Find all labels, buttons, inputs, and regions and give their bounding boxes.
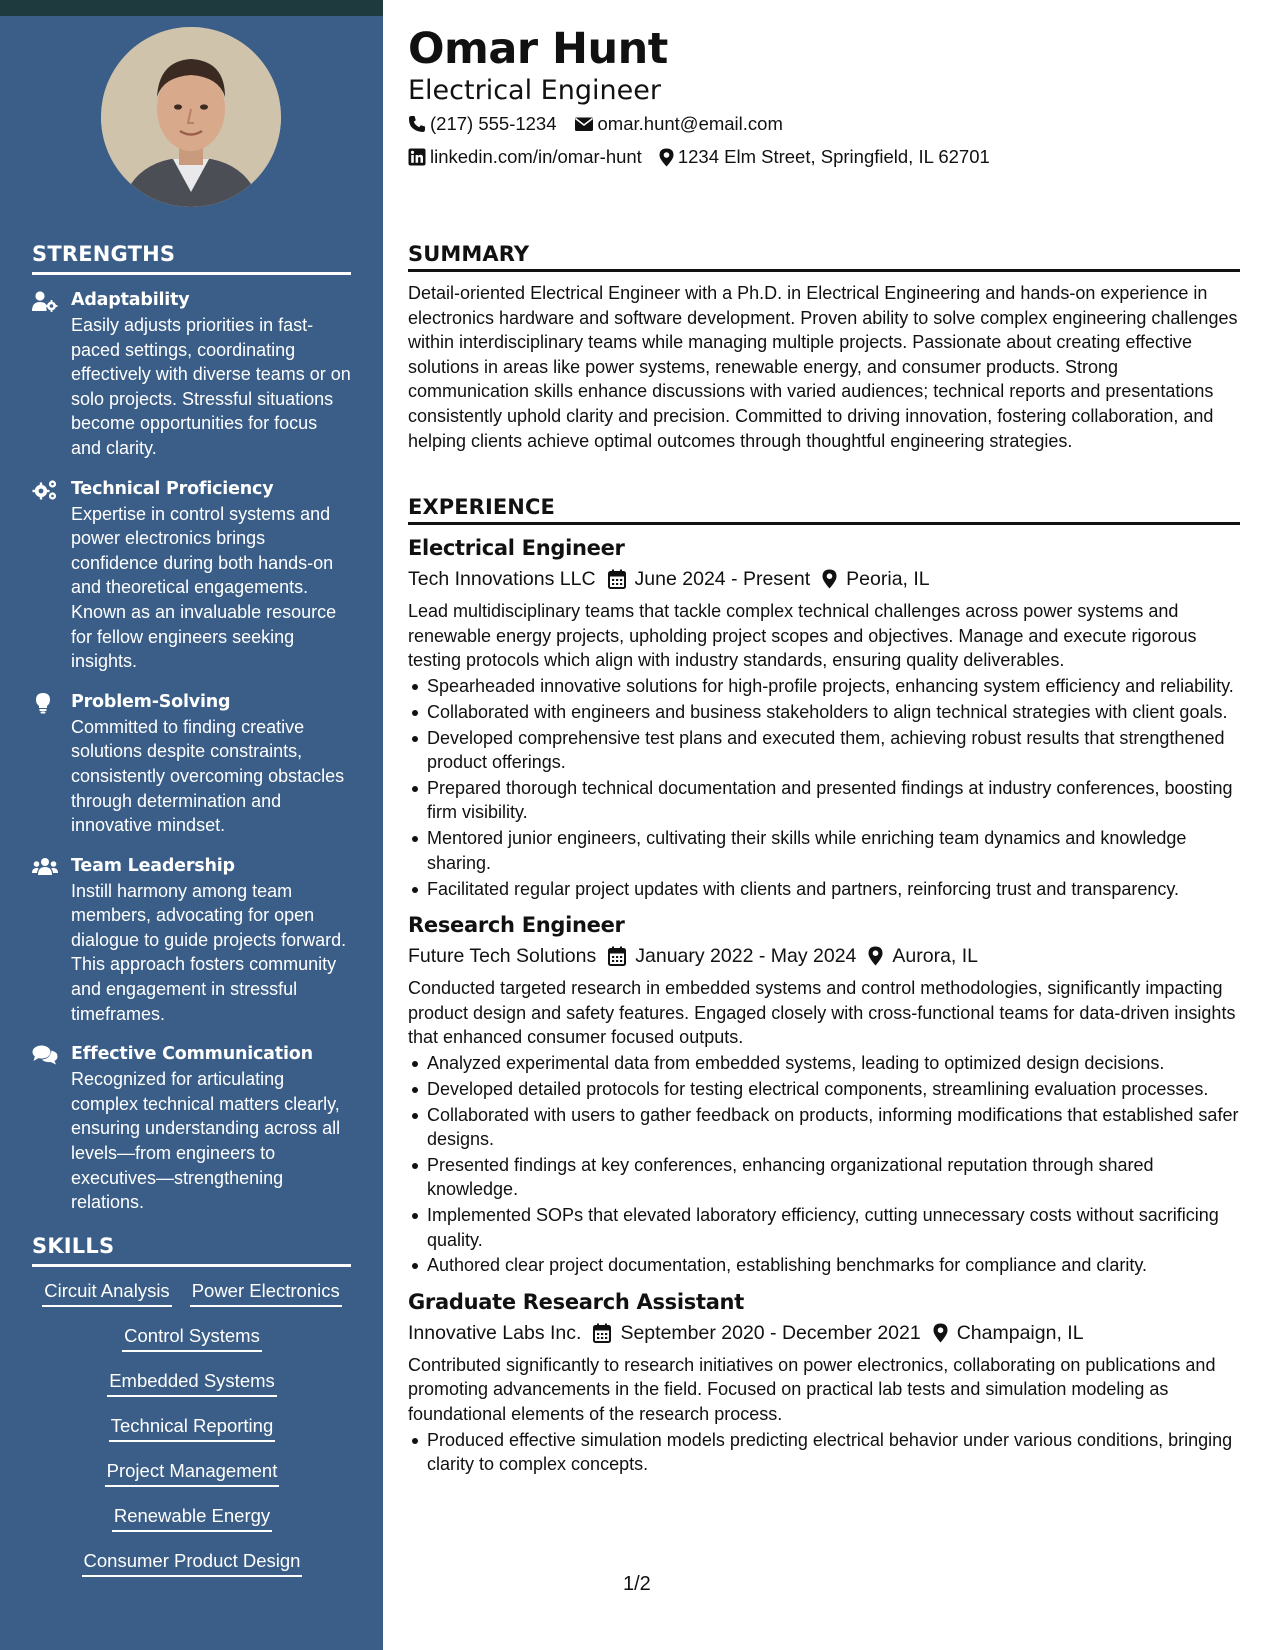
job-location: Aurora, IL <box>892 944 979 967</box>
job-bullet: Facilitated regular project updates with clients and partners, reinforcing trust and transparency. <box>408 877 1240 901</box>
strengths-title: STRENGTHS <box>32 242 351 275</box>
sidebar-top-bar <box>0 0 383 16</box>
skill-tag: Consumer Product Design <box>82 1549 303 1577</box>
contact-linkedin[interactable] <box>408 145 642 169</box>
job-bullet: Implemented SOPs that elevated laboratory efficiency, cutting unnecessary costs without sacrificing quality. <box>408 1203 1240 1252</box>
job-dates: September 2020 - December 2021 <box>620 1321 921 1344</box>
strength-item <box>32 477 352 674</box>
job-bullet: Developed comprehensive test plans and executed them, achieving robust results that strengthened product offerings. <box>408 726 1240 775</box>
summary-title: SUMMARY <box>408 242 1240 272</box>
strength-desc: Instill harmony among team members, advocating for open dialogue to guide projects forward. This approach fosters community and engagement in stressful timeframes. <box>71 880 347 1024</box>
job-company: Innovative Labs Inc. <box>408 1321 582 1344</box>
comments-icon <box>32 1042 71 1215</box>
sidebar <box>0 0 383 1650</box>
job-meta <box>408 942 1240 970</box>
strength-name: Problem-Solving <box>71 691 231 712</box>
skill-tag: Project Management <box>105 1459 280 1487</box>
linkedin-icon <box>408 148 426 166</box>
skill-tag: Control Systems <box>122 1324 262 1352</box>
contact-address <box>659 145 990 169</box>
job-bullet: Developed detailed protocols for testing electrical components, streamlining evaluation processes. <box>408 1077 1240 1101</box>
job-bullets <box>408 674 1240 901</box>
summary-text: Detail-oriented Electrical Engineer with a Ph.D. in Electrical Engineering and hands-on experience in electronics hardware and software development. Proven ability to solve complex engineering challenges within interdisciplinary teams while managing multiple projects. Passionate about creating effective solutions in areas like power systems, renewable energy, and consumer products. Strong communication skills enhance discussions with varied audiences; technical reports and presentations consistently uphold clarity and precision. Committed to driving innovation, fostering collaboration, and helping clients achieve optimal outcomes through thoughtful engineering strategies. <box>408 283 1238 451</box>
map-pin-icon <box>822 569 837 589</box>
map-pin-icon <box>659 148 674 167</box>
experience-list <box>408 534 1240 1486</box>
job-bullet: Collaborated with users to gather feedback on products, informing modifications that established safer designs. <box>408 1103 1240 1152</box>
phone-text: (217) 555-1234 <box>430 113 557 134</box>
job-bullets <box>408 1428 1240 1477</box>
experience-title: EXPERIENCE <box>408 495 1240 525</box>
skill-tag: Circuit Analysis <box>42 1279 171 1307</box>
skills-list <box>32 1279 352 1577</box>
map-pin-icon <box>868 946 883 966</box>
job-bullet: Spearheaded innovative solutions for high-profile projects, enhancing system efficiency and reliability. <box>408 674 1240 698</box>
skill-tag: Power Electronics <box>190 1279 342 1307</box>
strength-item <box>32 690 352 838</box>
job-description: Contributed significantly to research initiatives on power electronics, collaborating on publications and promoting advancements in the field. Focused on practical lab tests and simulation modeling as foundational elements of the research process. <box>408 1354 1216 1425</box>
job-company: Future Tech Solutions <box>408 944 597 967</box>
job-bullet: Mentored junior engineers, cultivating their skills while enriching team dynamics and knowledge sharing. <box>408 826 1240 875</box>
lightbulb-icon <box>32 690 71 838</box>
users-icon <box>32 854 71 1027</box>
strength-desc: Committed to finding creative solutions despite constraints, consistently overcoming obstacles through determination and innovative mindset. <box>71 716 345 836</box>
candidate-title: Electrical Engineer <box>408 75 661 106</box>
envelope-icon <box>574 116 594 132</box>
job-role: Electrical Engineer <box>408 536 625 560</box>
email-text[interactable]: omar.hunt@email.com <box>597 113 783 134</box>
job-meta <box>408 1319 1240 1347</box>
contact-phone <box>408 112 557 136</box>
job-dates: January 2022 - May 2024 <box>635 944 857 967</box>
job-location: Champaign, IL <box>956 1321 1084 1344</box>
candidate-name: Omar Hunt <box>408 24 668 74</box>
job-bullets <box>408 1051 1240 1278</box>
linkedin-text[interactable]: linkedin.com/in/omar-hunt <box>430 146 642 167</box>
job-role: Research Engineer <box>408 912 625 937</box>
job-bullet: Collaborated with engineers and business stakeholders to align technical strategies with client goals. <box>408 700 1240 724</box>
user-gear-icon <box>32 288 71 461</box>
strength-name: Team Leadership <box>71 855 235 876</box>
strength-item <box>32 854 352 1027</box>
job-location: Peoria, IL <box>846 568 930 590</box>
skills-title: SKILLS <box>32 1234 351 1267</box>
strengths-list <box>32 288 352 1231</box>
page-number: 1/2 <box>623 1573 651 1595</box>
strength-desc: Expertise in control systems and power electronics brings confidence during both hands-on and theoretical engagements. Known as an invaluable resource for fellow engineers seeking insights. <box>71 503 337 672</box>
contact-row <box>408 112 800 136</box>
job-dates: June 2024 - Present <box>634 568 811 590</box>
contact-row <box>408 145 1007 169</box>
calendar-icon <box>608 946 626 966</box>
job-entry <box>408 911 1240 1278</box>
strength-desc: Recognized for articulating complex technical matters clearly, ensuring understanding across all levels—from engineers to executives—strengthening relations. <box>71 1069 341 1213</box>
job-description: Lead multidisciplinary teams that tackle complex technical challenges across power systems and renewable energy projects, upholding project scopes and objectives. Manage and execute rigorous testing protocols which align with industry standards, ensuring quality deliverables. <box>408 601 1197 671</box>
skill-tag: Embedded Systems <box>107 1369 277 1397</box>
calendar-icon <box>608 569 626 589</box>
job-role: Graduate Research Assistant <box>408 1289 744 1314</box>
map-pin-icon <box>933 1323 948 1343</box>
phone-icon <box>408 115 426 133</box>
gears-icon <box>32 477 71 674</box>
calendar-icon <box>593 1323 611 1343</box>
strength-item <box>32 1042 352 1215</box>
job-meta <box>408 565 1240 593</box>
job-description: Conducted targeted research in embedded systems and control methodologies, significantly impacting product design and safety features. Engaged closely with cross-functional teams for data-driven insights that enhanced consumer focused outputs. <box>408 977 1236 1048</box>
job-bullet: Presented findings at key conferences, enhancing organizational reputation through shared knowledge. <box>408 1153 1240 1202</box>
skill-tag: Renewable Energy <box>112 1504 272 1532</box>
job-bullet: Prepared thorough technical documentation and presented findings at industry conferences, boosting firm visibility. <box>408 776 1240 825</box>
skill-tag: Technical Reporting <box>109 1414 275 1442</box>
strength-name: Adaptability <box>71 290 190 310</box>
job-bullet: Authored clear project documentation, establishing benchmarks for compliance and clarity. <box>408 1253 1240 1277</box>
strength-desc: Easily adjusts priorities in fast-paced settings, coordinating effectively with diverse teams or on solo projects. Stressful situations become opportunities for focus and clarity. <box>71 315 351 458</box>
contact-email[interactable] <box>574 112 783 136</box>
strength-name: Technical Proficiency <box>71 478 274 499</box>
profile-photo <box>101 27 281 207</box>
job-entry <box>408 1288 1240 1477</box>
job-entry <box>408 534 1240 901</box>
address-text: 1234 Elm Street, Springfield, IL 62701 <box>677 146 990 167</box>
job-bullet: Produced effective simulation models predicting electrical behavior under various conditions, bringing clarity to complex concepts. <box>408 1428 1240 1477</box>
job-company: Tech Innovations LLC <box>408 568 596 590</box>
strength-item <box>32 288 352 461</box>
strength-name: Effective Communication <box>71 1044 313 1065</box>
job-bullet: Analyzed experimental data from embedded systems, leading to optimized design decisions. <box>408 1051 1240 1075</box>
